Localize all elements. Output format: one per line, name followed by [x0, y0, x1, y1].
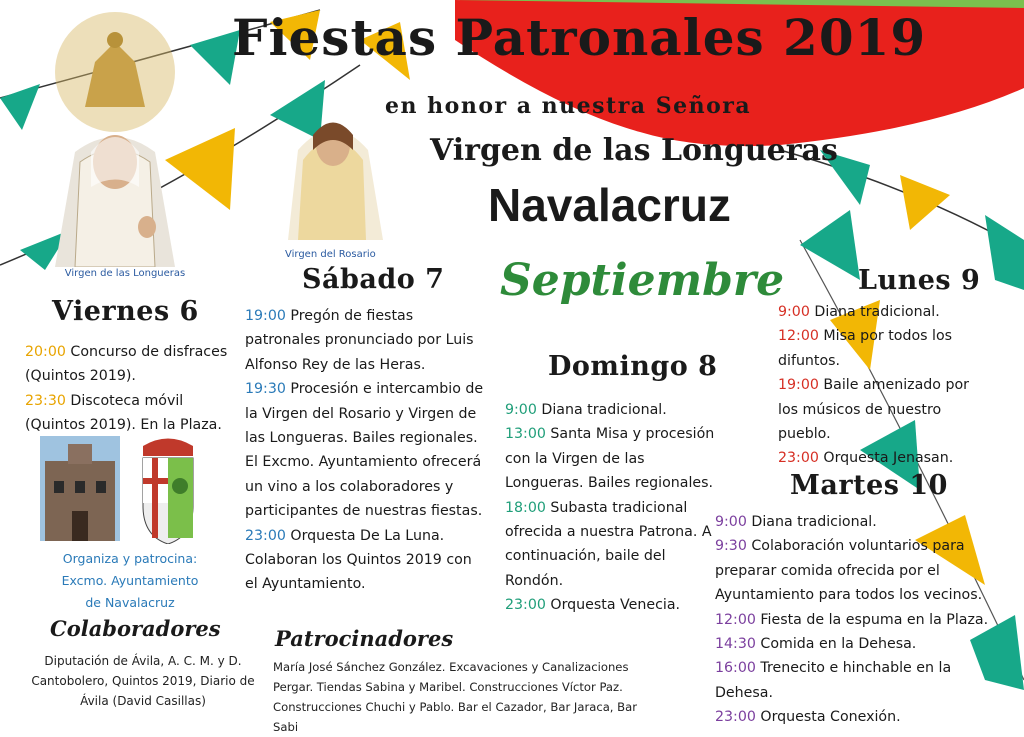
event-text: Fiesta de la espuma en la Plaza. — [760, 611, 989, 628]
event-item — [778, 324, 993, 373]
event-item — [245, 524, 485, 597]
organiza-line1: Organiza y patrocina: — [62, 551, 198, 566]
event-item — [778, 373, 993, 446]
event-item — [245, 304, 485, 377]
month-title: Septiembre — [500, 255, 785, 306]
event-text: Misa por todos los difuntos. — [778, 328, 953, 369]
event-text: Procesión e intercambio de la Virgen del Rosario y Virgen de las Longueras. Bailes regionales. El Excmo. Ayuntamiento ofrecerá un vino a los colaboradores y participantes de nuestras fiestas. — [245, 381, 484, 520]
colaboradores-title: Colaboradores — [50, 616, 221, 641]
event-text: Comida en la Dehesa. — [760, 636, 917, 653]
honor-subtitle: en honor a nuestra Señora — [385, 93, 752, 119]
virgen-rosario-image — [268, 100, 398, 240]
coat-of-arms — [138, 436, 198, 544]
event-time: 18:00 — [505, 499, 546, 516]
town-hall-photo — [40, 436, 120, 541]
event-time: 23:00 — [505, 597, 546, 614]
event-text: Trenecito e hinchable en la Dehesa. — [715, 660, 952, 701]
event-item — [505, 422, 720, 495]
event-time: 9:00 — [778, 304, 810, 320]
event-text: Orquesta De La Luna. Colaboran los Quintos 2019 con el Ayuntamiento. — [245, 527, 472, 593]
event-time: 12:00 — [778, 328, 819, 345]
day-heading-domingo: Domingo 8 — [548, 351, 718, 382]
event-item — [778, 446, 993, 470]
event-text: Diana tradicional. — [541, 402, 667, 418]
organiza-block — [30, 548, 230, 614]
event-time: 23:00 — [245, 527, 286, 544]
sabado-events — [245, 304, 485, 597]
event-text: Concurso de disfraces (Quintos 2019). — [25, 344, 228, 385]
event-time: 16:00 — [715, 660, 756, 677]
organiza-line3: de Navalacruz — [85, 595, 175, 610]
event-time: 9:00 — [715, 514, 747, 530]
caption-virgen-rosario: Virgen del Rosario — [285, 249, 376, 260]
domingo-events — [505, 398, 720, 618]
event-time: 23:30 — [25, 392, 66, 409]
event-time: 13:00 — [505, 426, 546, 443]
day-heading-martes: Martes 10 — [790, 470, 948, 501]
day-heading-sabado: Sábado 7 — [302, 264, 445, 295]
event-time: 23:00 — [715, 709, 756, 726]
day-heading-viernes: Viernes 6 — [52, 296, 199, 327]
event-text: Diana tradicional. — [751, 514, 877, 530]
event-time: 19:00 — [245, 308, 286, 324]
event-time: 23:00 — [778, 450, 819, 467]
event-text: Santa Misa y procesión con la Virgen de las Longueras. Bailes regionales. — [505, 426, 715, 492]
patrocinadores-title: Patrocinadores — [275, 626, 454, 651]
event-text: Orquesta Conexión. — [760, 709, 901, 726]
event-item — [245, 377, 485, 523]
event-time: 14:30 — [715, 636, 756, 653]
patrocinadores-text: María José Sánchez González. Excavaciones y Canalizaciones Pergar. Tiendas Sabina y Maribel. Construcciones Víctor Paz. Construcciones Chuchi y Pablo. Bar el Cazador, Bar Jaraca, Bar Sabi — [273, 660, 637, 734]
organiza-line2: Excmo. Ayuntamiento — [61, 573, 199, 588]
martes-events — [715, 510, 995, 730]
main-title: Fiestas Patronales 2019 — [232, 8, 927, 67]
lunes-events — [778, 300, 993, 471]
event-text: Baile amenizado por los músicos de nuestro pueblo. — [778, 377, 969, 443]
event-text: Pregón de fiestas patronales pronunciado por Luis Alfonso Rey de las Heras. — [245, 308, 474, 373]
event-time: 19:00 — [778, 377, 819, 394]
caption-virgen-longueras: Virgen de las Longueras — [64, 268, 186, 279]
event-text: Colaboración voluntarios para preparar comida ofrecida por el Ayuntamiento para todos los vecinos. — [715, 538, 983, 604]
event-text: Diana tradicional. — [814, 304, 940, 320]
colaboradores-text: Diputación de Ávila, A. C. M. y D. Cantobolero, Quintos 2019, Diario de Ávila (David Casillas) — [31, 654, 255, 708]
event-item — [715, 608, 995, 632]
event-item — [715, 632, 995, 656]
event-time: 20:00 — [25, 344, 66, 360]
town-name: Navalacruz — [488, 179, 731, 231]
event-time: 9:00 — [505, 402, 537, 418]
event-item — [505, 593, 720, 617]
event-item — [715, 705, 995, 729]
event-item — [505, 496, 720, 594]
viernes-events — [25, 340, 240, 438]
event-time: 19:30 — [245, 381, 286, 398]
event-item — [25, 389, 240, 438]
event-item — [778, 300, 993, 324]
event-text: Subasta tradicional ofrecida a nuestra Patrona. A continuación, baile del Rondón. — [505, 499, 712, 589]
event-text: Orquesta Jenasan. — [823, 450, 954, 467]
event-item — [715, 534, 995, 607]
event-item — [25, 340, 240, 389]
event-item — [715, 510, 995, 534]
virgin-subtitle: Virgen de las Longueras — [430, 133, 838, 168]
event-item — [505, 398, 720, 422]
event-text: Orquesta Venecia. — [550, 597, 681, 614]
day-heading-lunes: Lunes 9 — [858, 265, 981, 296]
event-time: 9:30 — [715, 538, 747, 555]
event-time: 12:00 — [715, 611, 756, 628]
event-text: Discoteca móvil (Quintos 2019). En la Plaza. — [25, 392, 222, 434]
virgen-longueras-image — [25, 12, 205, 267]
event-item — [715, 656, 995, 705]
